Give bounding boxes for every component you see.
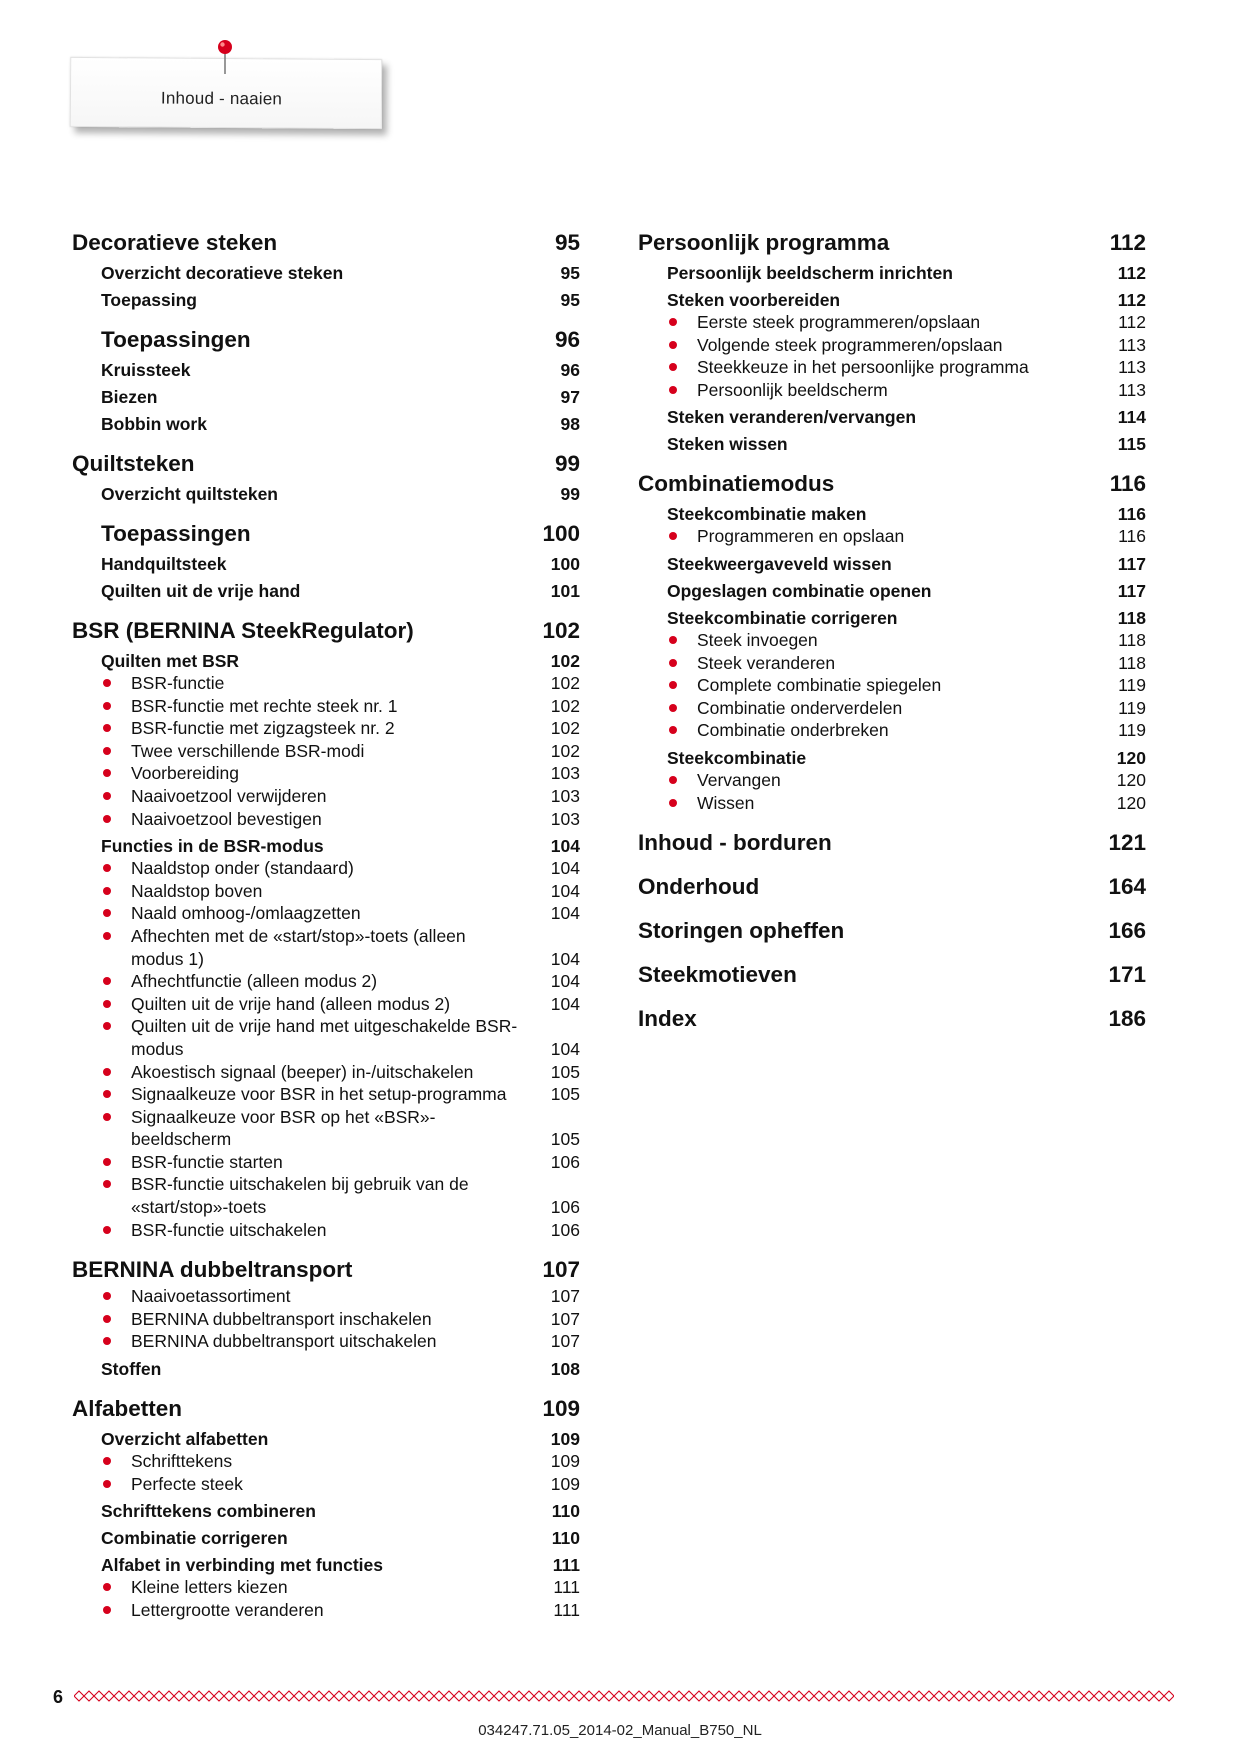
toc-bullet-entry — [72, 808, 580, 831]
toc-page-number: 119 — [1118, 675, 1146, 696]
toc-section-entry — [72, 580, 580, 602]
toc-bullet-entry — [72, 1450, 580, 1473]
toc-page-number: 120 — [1116, 747, 1146, 768]
toc-page-number: 104 — [550, 948, 580, 969]
toc-bullet-entry — [72, 1599, 580, 1622]
toc-bullet-entry — [72, 672, 580, 695]
toc-page-number: 106 — [550, 1197, 580, 1218]
bullet-dot-icon — [103, 977, 111, 985]
toc-bullet-entry — [72, 785, 580, 808]
toc-page-number: 95 — [560, 263, 580, 283]
toc-entry-title: Voorbereiding — [131, 763, 239, 784]
toc-page-number: 186 — [1108, 1006, 1146, 1032]
toc-page-number: 105 — [550, 1061, 580, 1082]
toc-entry-title: Combinatiemodus — [638, 471, 835, 497]
bullet-dot-icon — [669, 681, 677, 689]
bullet-dot-icon — [103, 702, 111, 710]
toc-entry-title: Persoonlijk beeldscherm inrichten — [667, 263, 953, 283]
toc-entry-title: Steken voorbereiden — [667, 290, 841, 310]
toc-bullet-entry — [638, 311, 1146, 334]
toc-page-number: 96 — [554, 327, 580, 352]
toc-page-number: 104 — [550, 993, 580, 1014]
toc-entry-title: Steken wissen — [667, 434, 788, 455]
toc-bullet-entry — [72, 1308, 580, 1331]
toc-entry-title: Inhoud - borduren — [638, 830, 832, 856]
toc-page-number: 102 — [550, 718, 580, 739]
toc-section-entry — [638, 553, 1146, 575]
toc-page-number: 112 — [1117, 263, 1146, 283]
toc-page-number: 113 — [1118, 379, 1146, 400]
bullet-dot-icon — [103, 679, 111, 687]
toc-entry-title: Steekcombinatie corrigeren — [667, 607, 898, 628]
toc-section-entry — [638, 747, 1146, 769]
toc-page-number: 102 — [550, 695, 580, 716]
toc-entry-title: Functies in de BSR-modus — [101, 836, 324, 857]
toc-page-number: 120 — [1116, 769, 1146, 790]
toc-page-number: 104 — [550, 836, 580, 857]
toc-page-number: 105 — [550, 1129, 580, 1150]
toc-bullet-entry — [638, 334, 1146, 357]
bullet-dot-icon — [103, 1158, 111, 1166]
toc-entry-title: Steek veranderen — [697, 652, 836, 673]
toc-entry-title: Persoonlijk programma — [638, 230, 890, 255]
toc-entry-title: Quilten uit de vrije hand — [101, 581, 301, 601]
page-number: 6 — [53, 1687, 64, 1707]
toc-section-entry — [638, 289, 1146, 311]
bullet-dot-icon — [103, 864, 111, 872]
toc-entry-title: Storingen opheffen — [638, 918, 845, 944]
bullet-dot-icon — [669, 659, 677, 667]
toc-page-number: 95 — [554, 230, 580, 255]
toc-page-number: 104 — [550, 1038, 580, 1059]
bullet-dot-icon — [103, 1090, 111, 1098]
toc-entry-title: Handquiltsteek — [101, 554, 227, 574]
toc-bullet-entry — [638, 697, 1146, 720]
toc-page-number: 102 — [550, 673, 580, 693]
toc-page-number: 111 — [553, 1599, 580, 1620]
bullet-dot-icon — [669, 704, 677, 712]
toc-entry-title: Eerste steek programmeren/opslaan — [697, 312, 981, 332]
toc-page-number: 109 — [550, 1451, 580, 1472]
toc-entry-title: Toepassing — [101, 290, 197, 310]
toc-entry-title: BSR-functie starten — [131, 1151, 283, 1172]
toc-entry-title: Programmeren en opslaan — [697, 526, 905, 547]
toc-page-number: 101 — [550, 581, 580, 601]
toc-page-number: 118 — [1118, 629, 1146, 650]
toc-bullet-entry — [638, 525, 1146, 548]
toc-page-number: 118 — [1118, 652, 1146, 673]
toc-page-number: 104 — [550, 880, 580, 901]
toc-section-entry — [72, 650, 580, 672]
toc-entry-title: Stoffen — [101, 1359, 162, 1380]
toc-entry-title: Alfabetten — [72, 1396, 183, 1422]
toc-section-entry — [638, 580, 1146, 602]
toc-bullet-entry — [72, 1151, 580, 1174]
toc-entry-title: Naaivoetzool bevestigen — [131, 808, 322, 829]
toc-page-number: 100 — [542, 521, 580, 546]
bullet-dot-icon — [103, 792, 111, 800]
bullet-dot-icon — [103, 724, 111, 732]
toc-section-entry — [72, 289, 580, 311]
bullet-dot-icon — [103, 747, 111, 755]
toc-page-number: 166 — [1108, 918, 1146, 944]
toc-chapter-heading — [72, 1255, 580, 1285]
toc-bullet-entry — [72, 1285, 580, 1308]
toc-entry-title: Steek invoegen — [697, 629, 818, 650]
toc-entry-title: Naaivoetassortiment — [131, 1286, 291, 1307]
toc-page-number: 105 — [550, 1084, 580, 1105]
toc-bullet-entry — [638, 769, 1146, 792]
bullet-dot-icon — [103, 1022, 111, 1030]
toc-page-number: 102 — [542, 618, 580, 643]
toc-entry-title: Naaldstop onder (standaard) — [131, 858, 354, 879]
toc-bullet-entry — [72, 1576, 580, 1599]
toc-left-column — [72, 228, 580, 1621]
bullet-dot-icon — [103, 1180, 111, 1188]
toc-page-number: 112 — [1118, 312, 1146, 332]
toc-page-number: 95 — [560, 290, 580, 310]
toc-page-number: 97 — [560, 387, 580, 407]
toc-bullet-entry — [72, 1106, 580, 1151]
toc-section-entry — [72, 386, 580, 408]
toc-section-entry — [72, 835, 580, 857]
toc-entry-title: Combinatie onderverdelen — [697, 697, 903, 718]
bullet-dot-icon — [669, 776, 677, 784]
toc-page-number: 102 — [550, 651, 580, 671]
toc-page-number: 113 — [1118, 357, 1146, 378]
toc-entry-title: Steekweergaveveld wissen — [667, 553, 892, 574]
toc-entry-title: Steekcombinatie maken — [667, 504, 867, 525]
toc-bullet-entry — [638, 356, 1146, 379]
toc-entry-title: BSR-functie uitschakelen bij gebruik van de «start/stop»-toets — [131, 1174, 469, 1218]
toc-entry-title: Schrifttekens — [131, 1451, 233, 1472]
toc-entry-title: Quilten uit de vrije hand (alleen modus 2) — [131, 993, 451, 1014]
toc-page-number: 113 — [1118, 334, 1146, 355]
toc-page-number: 99 — [554, 451, 580, 476]
toc-entry-title: Bobbin work — [101, 414, 207, 434]
toc-entry-title: BSR-functie uitschakelen — [131, 1219, 327, 1240]
toc-entry-title: Akoestisch signaal (beeper) in-/uitschakelen — [131, 1061, 474, 1082]
toc-section-entry — [72, 1500, 580, 1522]
toc-bullet-entry — [72, 1473, 580, 1496]
toc-chapter-heading — [72, 616, 580, 646]
toc-page-number: 118 — [1117, 607, 1146, 628]
toc-entry-title: Signaalkeuze voor BSR op het «BSR»-beeldscherm — [131, 1106, 436, 1150]
toc-entry-title: Signaalkeuze voor BSR in het setup-programma — [131, 1084, 507, 1105]
toc-page-number: 112 — [1109, 230, 1146, 255]
toc-page-number: 104 — [550, 971, 580, 992]
toc-bullet-entry — [72, 880, 580, 903]
toc-entry-title: BSR-functie met zigzagsteek nr. 2 — [131, 718, 395, 739]
bullet-dot-icon — [669, 318, 677, 326]
toc-bullet-entry — [72, 1015, 580, 1060]
toc-bullet-entry — [638, 792, 1146, 815]
toc-page-number: 110 — [551, 1501, 580, 1522]
toc-bullet-entry — [72, 762, 580, 785]
bullet-dot-icon — [103, 1113, 111, 1121]
toc-page-number: 110 — [551, 1528, 580, 1549]
bullet-dot-icon — [669, 636, 677, 644]
toc-bullet-entry — [72, 1330, 580, 1353]
bullet-dot-icon — [669, 386, 677, 394]
section-title: Inhoud - naaien — [160, 88, 283, 109]
toc-bullet-entry — [72, 993, 580, 1016]
toc-bullet-entry — [638, 674, 1146, 697]
toc-entry-title: Kruissteek — [101, 360, 191, 380]
toc-bullet-entry — [638, 629, 1146, 652]
toc-chapter-heading — [72, 1394, 580, 1424]
bullet-dot-icon — [103, 1480, 111, 1488]
bullet-dot-icon — [669, 532, 677, 540]
toc-entry-title: Persoonlijk beeldscherm — [697, 379, 888, 400]
toc-entry-title: Toepassingen — [101, 327, 251, 352]
toc-right-column — [638, 228, 1146, 1034]
bullet-dot-icon — [669, 726, 677, 734]
toc-entry-title: Wissen — [697, 792, 755, 813]
toc-entry-title: Steken veranderen/vervangen — [667, 407, 917, 428]
toc-entry-title: Decoratieve steken — [72, 230, 278, 255]
toc-page-number: 103 — [550, 785, 580, 806]
bullet-dot-icon — [103, 815, 111, 823]
toc-section-entry — [72, 1358, 580, 1380]
toc-entry-title: Combinatie corrigeren — [101, 1528, 288, 1549]
toc-section-entry — [638, 433, 1146, 455]
toc-page-number: 100 — [550, 554, 580, 574]
toc-bullet-entry — [72, 1061, 580, 1084]
toc-entry-title: Perfecte steek — [131, 1473, 243, 1494]
toc-page-number: 115 — [1117, 434, 1146, 455]
toc-page-number: 120 — [1116, 792, 1146, 813]
toc-bullet-entry — [72, 1219, 580, 1242]
bullet-dot-icon — [103, 1315, 111, 1323]
toc-page-number: 111 — [553, 1577, 580, 1598]
toc-page-number: 98 — [560, 414, 580, 434]
bullet-dot-icon — [103, 769, 111, 777]
toc-page-number: 117 — [1117, 553, 1146, 574]
toc-entry-title: Afhechten met de «start/stop»-toets (alleen modus 1) — [131, 925, 466, 969]
bullet-dot-icon — [669, 799, 677, 807]
toc-entry-title: Steekmotieven — [638, 962, 797, 988]
toc-entry-title: Complete combinatie spiegelen — [697, 675, 942, 696]
toc-chapter-heading — [72, 228, 580, 258]
toc-entry-title: Volgende steek programmeren/opslaan — [697, 334, 1003, 355]
toc-bullet-entry — [72, 740, 580, 763]
toc-entry-title: Quilten uit de vrije hand met uitgeschakelde BSR-modus — [131, 1016, 518, 1059]
toc-entry-title: Combinatie onderbreken — [697, 720, 889, 741]
toc-section-entry — [72, 1428, 580, 1450]
toc-bullet-entry — [72, 925, 580, 970]
toc-section-entry — [72, 359, 580, 381]
bullet-dot-icon — [669, 341, 677, 349]
toc-bullet-entry — [72, 970, 580, 993]
bullet-dot-icon — [103, 1606, 111, 1614]
toc-page-number: 119 — [1118, 720, 1146, 741]
toc-bullet-entry — [72, 1173, 580, 1218]
toc-entry-title: Naaldstop boven — [131, 880, 263, 901]
toc-section-entry — [638, 262, 1146, 284]
toc-page-number: 109 — [550, 1429, 580, 1450]
bullet-dot-icon — [669, 363, 677, 371]
toc-page-number: 116 — [1118, 526, 1146, 547]
toc-entry-title: BERNINA dubbeltransport uitschakelen — [131, 1331, 437, 1352]
toc-entry-title: Toepassingen — [101, 521, 251, 546]
toc-entry-title: BSR-functie — [131, 673, 225, 693]
toc-page-number: 107 — [542, 1257, 580, 1283]
toc-entry-title: Vervangen — [697, 769, 781, 790]
toc-chapter-heading — [638, 872, 1146, 902]
toc-chapter-heading — [638, 916, 1146, 946]
toc-entry-title: Afhechtfunctie (alleen modus 2) — [131, 971, 378, 992]
toc-page-number: 121 — [1108, 830, 1146, 856]
pushpin-icon — [215, 38, 235, 76]
toc-section-entry — [72, 483, 580, 505]
bullet-dot-icon — [103, 909, 111, 917]
bullet-dot-icon — [103, 887, 111, 895]
toc-bullet-entry — [638, 719, 1146, 742]
toc-entry-title: Opgeslagen combinatie openen — [667, 580, 932, 601]
toc-entry-title: Twee verschillende BSR-modi — [131, 740, 365, 761]
toc-page-number: 117 — [1117, 580, 1146, 601]
toc-entry-title: Onderhoud — [638, 874, 760, 900]
toc-page-number: 116 — [1109, 471, 1146, 497]
toc-entry-title: BSR-functie met rechte steek nr. 1 — [131, 695, 398, 716]
toc-page-number: 109 — [550, 1473, 580, 1494]
toc-page-number: 107 — [550, 1286, 580, 1307]
toc-page-number: 164 — [1108, 874, 1146, 900]
toc-page-number: 111 — [552, 1555, 580, 1576]
toc-chapter-heading — [638, 828, 1146, 858]
toc-entry-title: Overzicht decoratieve steken — [101, 263, 344, 283]
toc-page-number: 112 — [1117, 290, 1146, 310]
toc-entry-title: Naaivoetzool verwijderen — [131, 785, 327, 806]
toc-bullet-entry — [72, 717, 580, 740]
toc-entry-title: BERNINA dubbeltransport — [72, 1257, 353, 1283]
toc-page-number: 103 — [550, 808, 580, 829]
footer-zigzag-divider — [74, 1689, 1174, 1703]
toc-entry-title: Alfabet in verbinding met functies — [101, 1555, 383, 1576]
toc-page-number: 104 — [550, 903, 580, 924]
toc-page-number: 104 — [550, 858, 580, 879]
toc-page-number: 116 — [1117, 504, 1146, 525]
toc-page-number: 171 — [1108, 962, 1146, 988]
toc-entry-title: Kleine letters kiezen — [131, 1577, 288, 1598]
toc-page-number: 103 — [550, 763, 580, 784]
toc-bullet-entry — [72, 857, 580, 880]
toc-subchapter-heading — [72, 519, 580, 549]
bullet-dot-icon — [103, 1583, 111, 1591]
toc-bullet-entry — [638, 379, 1146, 402]
toc-section-entry — [72, 413, 580, 435]
toc-page-number: 106 — [550, 1151, 580, 1172]
toc-bullet-entry — [638, 652, 1146, 675]
toc-page-number: 106 — [550, 1219, 580, 1240]
toc-page-number: 109 — [542, 1396, 580, 1422]
toc-entry-title: Overzicht quiltsteken — [101, 484, 278, 504]
toc-entry-title: Lettergrootte veranderen — [131, 1599, 324, 1620]
toc-page-number: 119 — [1118, 697, 1146, 718]
toc-entry-title: BSR (BERNINA SteekRegulator) — [72, 618, 414, 643]
bullet-dot-icon — [103, 1292, 111, 1300]
toc-entry-title: Index — [638, 1006, 697, 1032]
toc-section-entry — [638, 406, 1146, 428]
toc-page-number: 96 — [560, 360, 580, 380]
toc-section-entry — [72, 553, 580, 575]
toc-section-entry — [72, 1554, 580, 1576]
toc-chapter-heading — [638, 469, 1146, 499]
toc-section-entry — [638, 503, 1146, 525]
toc-page-number: 114 — [1117, 407, 1146, 428]
toc-section-entry — [72, 1527, 580, 1549]
toc-chapter-heading — [638, 1004, 1146, 1034]
bullet-dot-icon — [103, 1337, 111, 1345]
toc-bullet-entry — [72, 902, 580, 925]
toc-section-entry — [638, 607, 1146, 629]
toc-entry-title: Quiltsteken — [72, 451, 195, 476]
bullet-dot-icon — [103, 1000, 111, 1008]
toc-chapter-heading — [72, 449, 580, 479]
toc-chapter-heading — [638, 960, 1146, 990]
toc-entry-title: Steekkeuze in het persoonlijke programma — [697, 357, 1029, 378]
toc-page-number: 99 — [560, 484, 580, 504]
toc-bullet-entry — [72, 1083, 580, 1106]
toc-page-number: 107 — [550, 1331, 580, 1352]
toc-page-number: 108 — [550, 1359, 580, 1380]
toc-chapter-heading — [638, 228, 1146, 258]
toc-page-number: 102 — [550, 740, 580, 761]
bullet-dot-icon — [103, 932, 111, 940]
toc-entry-title: Overzicht alfabetten — [101, 1429, 269, 1450]
toc-bullet-entry — [72, 695, 580, 718]
toc-entry-title: Quilten met BSR — [101, 651, 240, 671]
toc-section-entry — [72, 262, 580, 284]
toc-subchapter-heading — [72, 325, 580, 355]
document-code: 034247.71.05_2014-02_Manual_B750_NL — [478, 1722, 762, 1739]
toc-entry-title: Steekcombinatie — [667, 747, 807, 768]
bullet-dot-icon — [103, 1457, 111, 1465]
toc-entry-title: BERNINA dubbeltransport inschakelen — [131, 1308, 432, 1329]
toc-page-number: 107 — [550, 1308, 580, 1329]
toc-entry-title: Schrifttekens combineren — [101, 1501, 316, 1522]
bullet-dot-icon — [103, 1226, 111, 1234]
bullet-dot-icon — [103, 1068, 111, 1076]
toc-entry-title: Biezen — [101, 387, 158, 407]
toc-entry-title: Naald omhoog-/omlaagzetten — [131, 903, 361, 924]
